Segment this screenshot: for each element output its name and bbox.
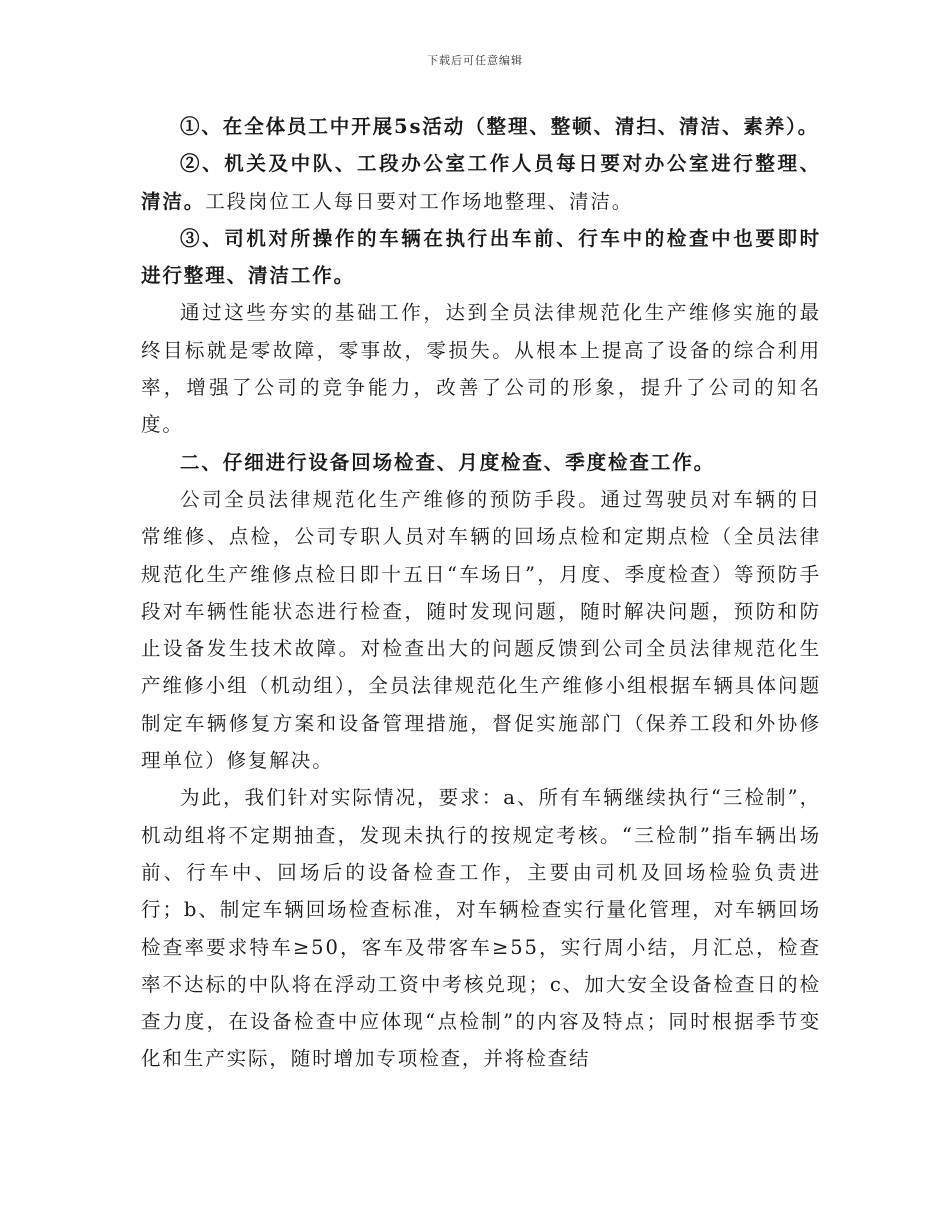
paragraph-bold-text: ①、在全体员工中开展5s活动（整理、整顿、清扫、清洁、素养）。 xyxy=(180,115,820,138)
paragraph-driver-inspection xyxy=(141,220,821,295)
paragraph-requirements xyxy=(141,779,821,1077)
document-body xyxy=(141,108,821,1078)
paragraph-office-cleaning xyxy=(141,145,821,220)
paragraph-text: 工段岗位工人每日要对工作场地整理、清洁。 xyxy=(205,189,634,213)
paragraph-text: 为此，我们针对实际情况，要求：a、所有车辆继续执行“三检制”，机动组将不定期抽查，发现未执行的按规定考核。“三检制”指车辆出场前、行车中、回场后的设备检查工作，主要由司机及回场检验负责进行；b、制定车辆回场检查标准，对车辆检查实行量化管理，对车辆回场检查率要求特车≥50，客车及带客车≥55，实行周小结，月汇总，检查率不达标的中队将在浮动工资中考核兑现；c、加大安全设备检查日的检查力度，在设备检查中应体现“点检制”的内容及特点；同时根据季节变化和生产实际，随时增加专项检查，并将检查结 xyxy=(141,786,821,1071)
paragraph-text: 通过这些夯实的基础工作，达到全员法律规范化生产维修实施的最终目标就是零故障，零事故，零损失。从根本上提高了设备的综合利用率，增强了公司的竞争能力，改善了公司的形象，提升了公司的知名度。 xyxy=(141,301,821,437)
section-heading xyxy=(141,444,821,481)
paragraph-bold-text: ③、司机对所操作的车辆在执行出车前、行车中的检查中也要即时进行整理、清洁工作。 xyxy=(141,226,821,288)
paragraph-goals xyxy=(141,294,821,443)
paragraph-text: 公司全员法律规范化生产维修的预防手段。通过驾驶员对车辆的日常维修、点检，公司专职人员对车辆的回场点检和定期点检（全员法律规范化生产维修点检日即十五日“车场日”，月度、季度检查）等预防手段对车辆性能状态进行检查，随时发现问题，随时解决问题，预防和防止设备发生技术故障。对检查出大的问题反馈到公司全员法律规范化生产维修小组（机动组），全员法律规范化生产维修小组根据车辆具体问题制定车辆修复方案和设备管理措施，督促实施部门（保养工段和外协修理单位）修复解决。 xyxy=(141,487,821,773)
section-heading-text: 二、仔细进行设备回场检查、月度检查、季度检查工作。 xyxy=(180,450,716,474)
page-header: 下载后可任意编辑 xyxy=(427,54,523,67)
paragraph-5s-activity xyxy=(141,108,821,145)
paragraph-bold-text: ②、机关及中队、工段办公室工作人员每日要对办公室进行整理、清洁。 xyxy=(141,152,821,213)
paragraph-prevention xyxy=(141,481,821,779)
